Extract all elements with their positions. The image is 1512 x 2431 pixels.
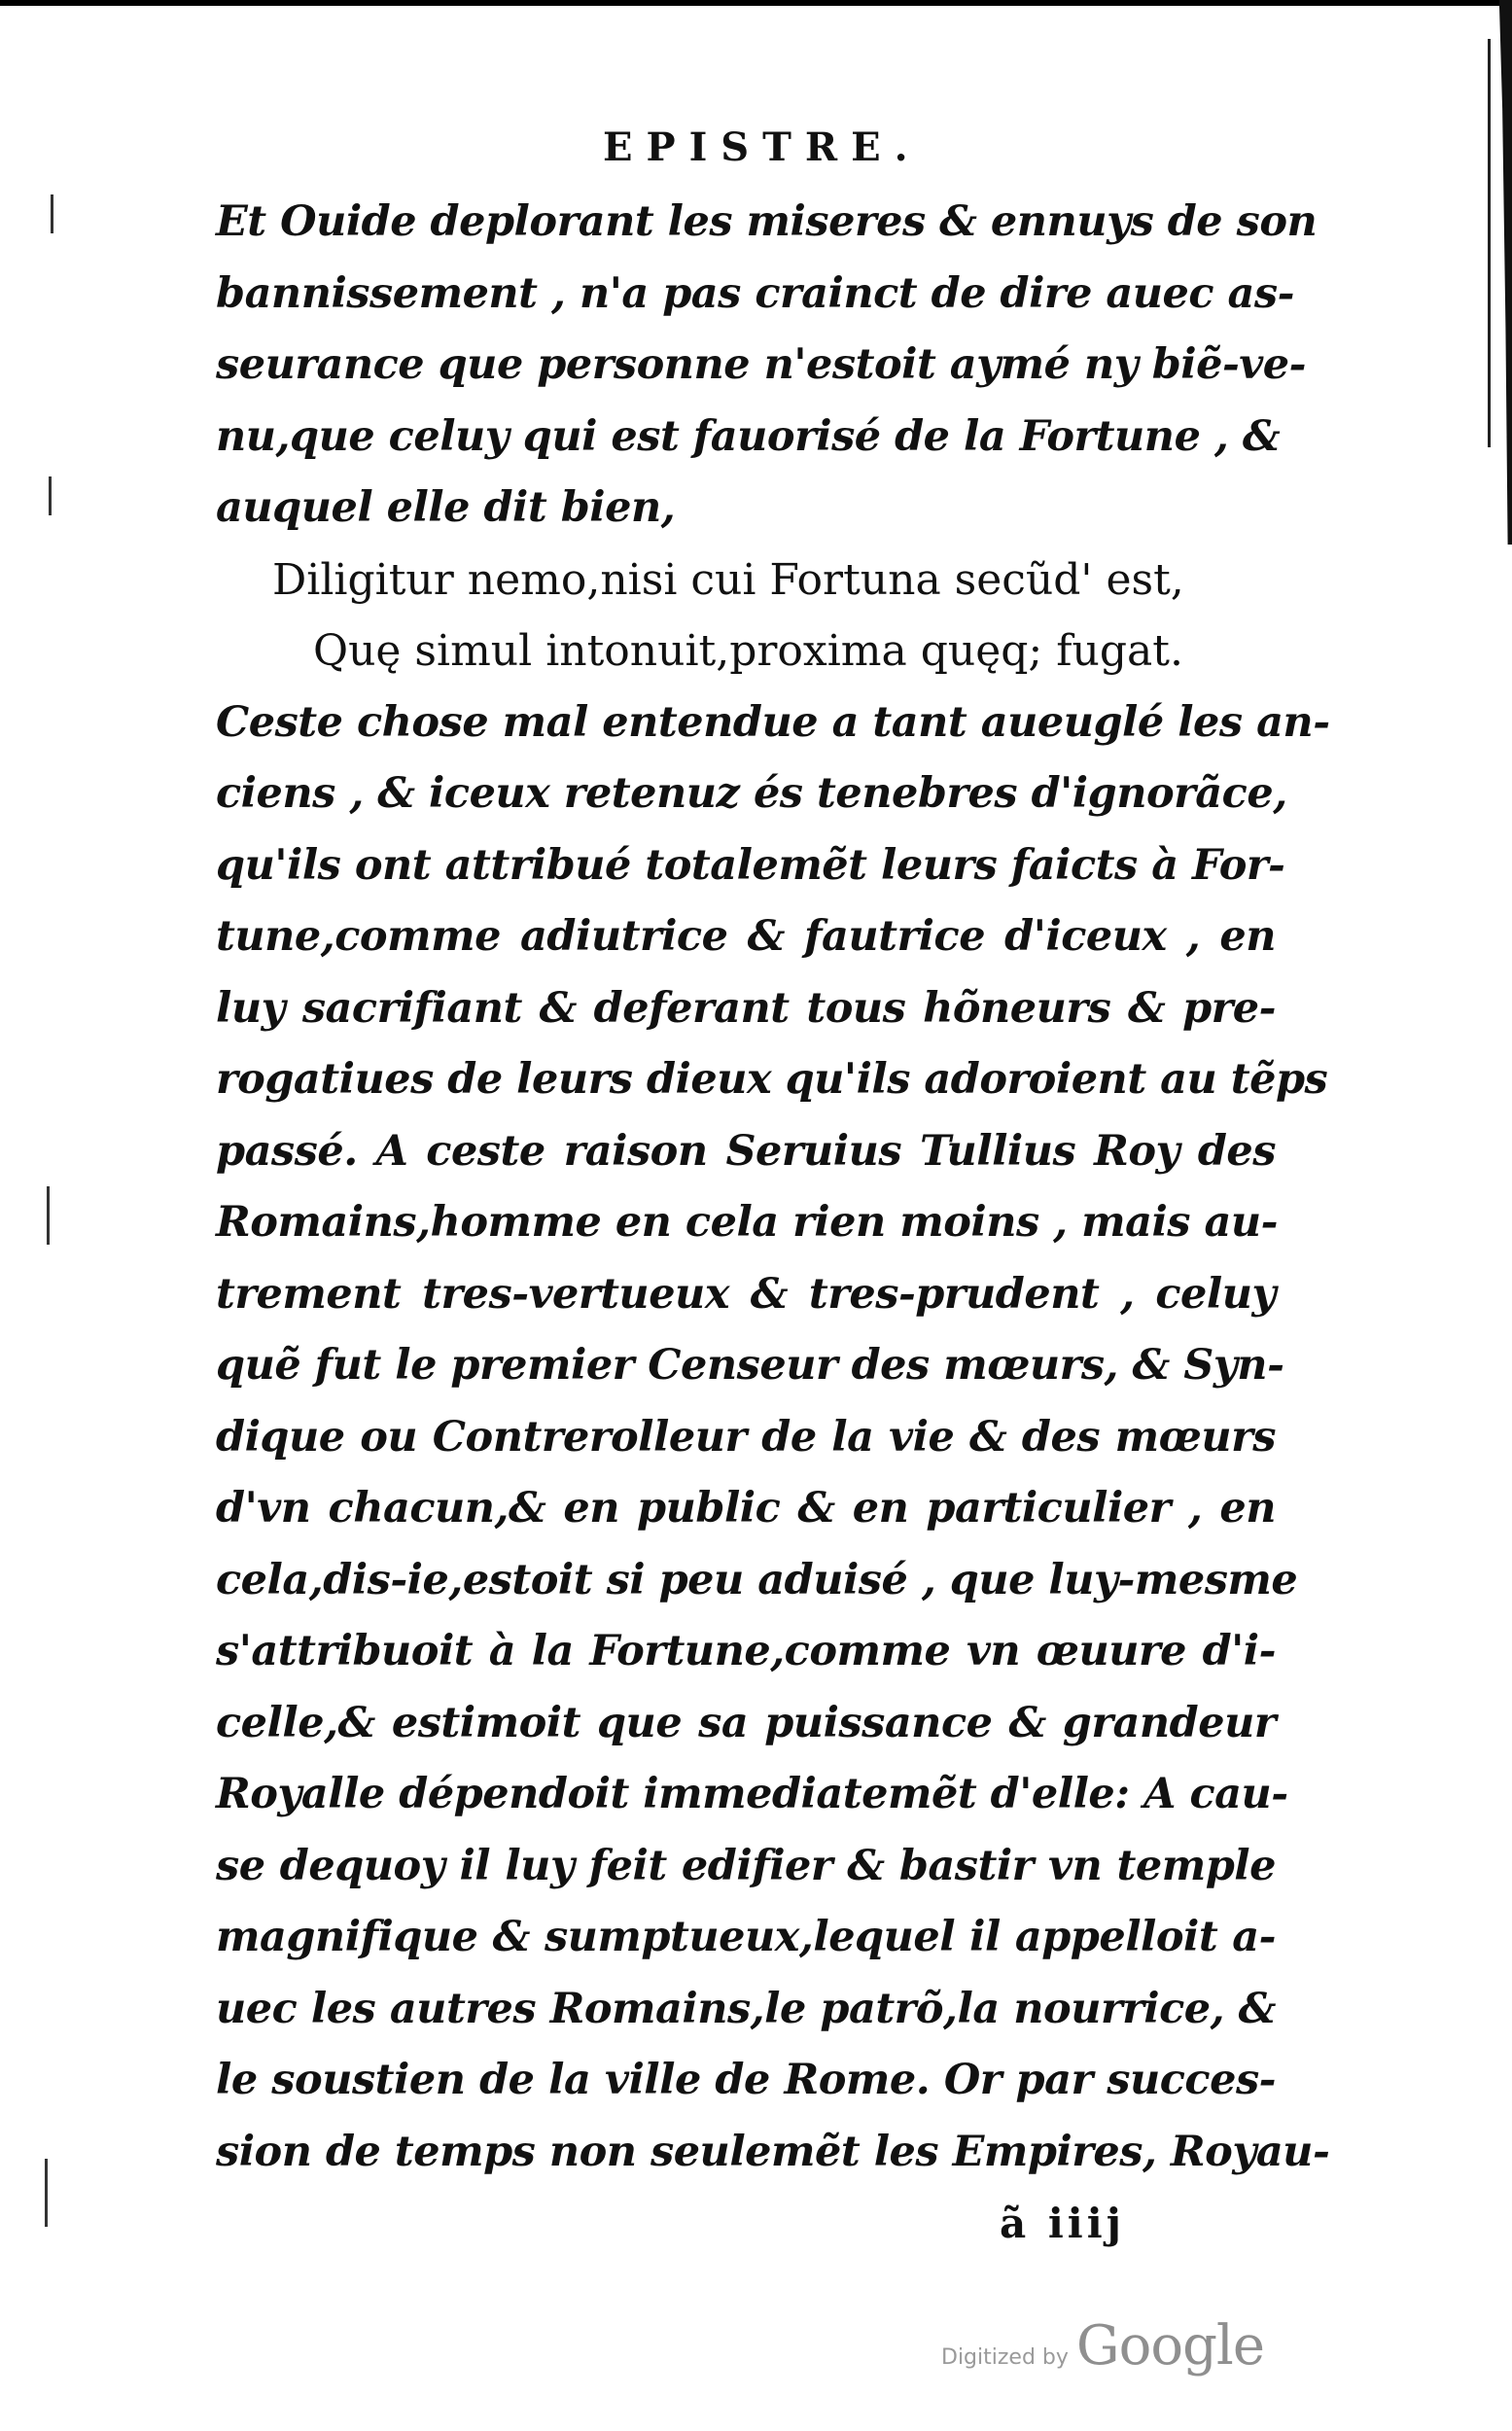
scan-edge-right: [1491, 0, 1512, 545]
text-line: Royalle dépendoit immediatemẽt d'elle: A cau-: [216, 1770, 1288, 1818]
text-line: seurance que personne n'estoit aymé ny biẽ-ve-: [216, 340, 1306, 389]
body-text: [216, 187, 1330, 2188]
text-line: d'vn chacun,& en public & en particulier , en: [216, 1484, 1276, 1533]
margin-mark: [51, 194, 53, 233]
verse-line: Quę simul intonuit,proxima quęq; fugat.: [313, 626, 1183, 676]
text-line: luy sacrifiant & deferant tous hõneurs & pre-: [216, 983, 1276, 1033]
scan-edge-fold: [1478, 39, 1491, 447]
margin-mark: [45, 2159, 48, 2227]
text-line: bannissement , n'a pas crainct de dire auec as-: [216, 268, 1294, 318]
text-line: dique ou Contrerolleur de la vie & des mœurs: [216, 1412, 1276, 1462]
margin-mark: [49, 476, 52, 515]
margin-mark: [47, 1186, 50, 1245]
digitized-prefix: Digitized by: [941, 2345, 1069, 2370]
text-line: cela,dis-ie,estoit si peu aduisé , que luy-mesme: [216, 1555, 1298, 1604]
text-line: uec les autres Romains,le patrõ,la nourrice, &: [216, 1984, 1276, 2033]
text-line: sion de temps non seulemẽt les Empires, Royau-: [216, 2127, 1330, 2176]
text-line: rogatiues de leurs dieux qu'ils adoroient au tẽps: [216, 1055, 1328, 1104]
text-line: passé. A ceste raison Seruius Tullius Roy des: [216, 1126, 1276, 1176]
text-line: ciens , & iceux retenuz és tenebres d'ignorãce,: [216, 769, 1287, 818]
text-line: Et Ouide deplorant les miseres & ennuys de son: [216, 197, 1318, 246]
verse-line: Diligitur nemo,nisi cui Fortuna secũd' est,: [272, 554, 1184, 605]
digitized-watermark: [941, 2314, 1264, 2378]
text-line: se dequoy il luy feit edifier & bastir vn temple: [216, 1841, 1276, 1890]
text-line: s'attribuoit à la Fortune,comme vn œuure d'i-: [216, 1627, 1276, 1675]
scan-edge-top: [0, 0, 1512, 19]
running-head: EPISTRE.: [603, 124, 922, 170]
text-line: Ceste chose mal entendue a tant aueuglé les an-: [216, 697, 1330, 747]
text-line: tune,comme adiutrice & fautrice d'iceux , en: [216, 912, 1276, 961]
signature-mark: ã iiij: [1000, 2200, 1125, 2247]
text-line: auquel elle dit bien,: [216, 483, 676, 532]
text-line: celle,& estimoit que sa puissance & grandeur: [216, 1698, 1276, 1747]
text-line: magnifique & sumptueux,lequel il appelloit a-: [216, 1913, 1276, 1961]
google-logo: Google: [1075, 2314, 1264, 2378]
text-line: qu'ils ont attribué totalemẽt leurs faicts à For-: [216, 840, 1285, 890]
text-line: nu,que celuy qui est fauorisé de la Fortune , &: [216, 411, 1281, 461]
text-line: quẽ fut le premier Censeur des mœurs, & Syn-: [216, 1341, 1284, 1390]
text-line: Romains,homme en cela rien moins , mais au-: [216, 1198, 1278, 1247]
text-line: le soustien de la ville de Rome. Or par succes-: [216, 2056, 1276, 2104]
text-line: trement tres-vertueux & tres-prudent , celuy: [216, 1269, 1276, 1319]
